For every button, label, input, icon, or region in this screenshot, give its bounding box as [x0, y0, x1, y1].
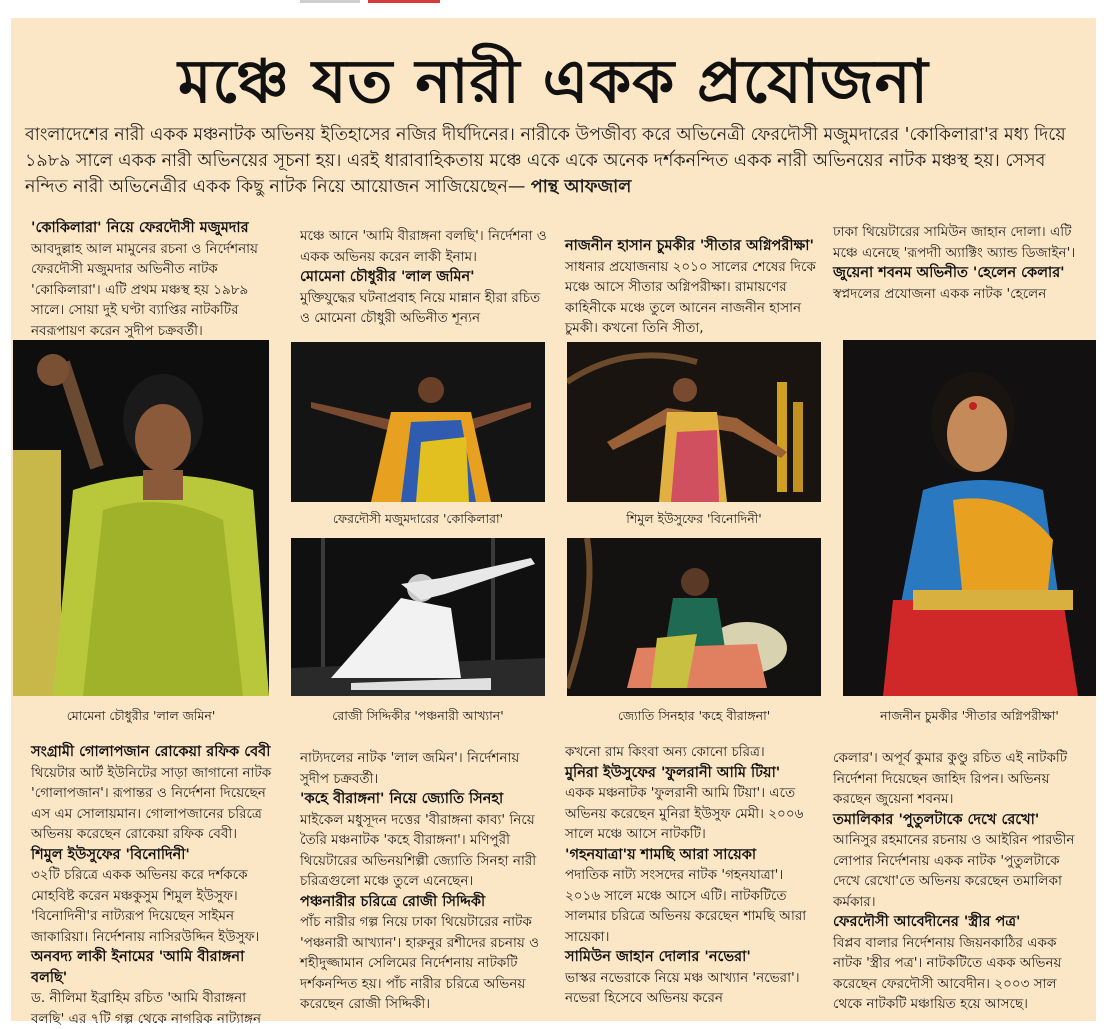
body-text: মাইকেল মধুসূদন দত্তের 'বীরাঙ্গনা কাব্য' নিয়ে তৈরি মঞ্চনাটক 'কহে বীরাঙ্গনা'। মণিপুরী থিয়েটারের অভিনয়শিল্পী জ্যোতি সিনহা নারী চরিত্রগুলো মঞ্চে তুলে এনেছেন। — [300, 811, 537, 889]
body-text: একক মঞ্চনাটক 'ফুলরানী আমি টিয়া'। এতে অভিনয় করেছেন মুনিরা ইউসুফ মেমী। ২০০৬ সালে মঞ্চে আসে নাটকটি। — [565, 785, 804, 842]
subhead: জুয়েনা শবনম অভিনীত 'হেলেন কেলার' — [833, 265, 1065, 281]
photo-kokilara — [291, 342, 545, 502]
subhead: ফেরদৌসী আবেদীনের 'স্ত্রীর পত্র' — [833, 914, 1021, 930]
photo-kohe-birangona — [567, 538, 821, 696]
body-text: মঞ্চে আনে 'আমি বীরাঙ্গনা বলছি'। নির্দেশনা ও একক অভিনয় করেন লাকী ইনাম। — [300, 228, 547, 265]
subhead: তমালিকার 'পুতুলটাকে দেখে রেখো' — [833, 811, 1040, 828]
caption-kohe-birangona: জ্যোতি সিনহার 'কহে বীরাঙ্গনা' — [617, 708, 771, 723]
body-text: নাট্যদলের নাটক 'লাল জমিন'। নির্দেশনায় সুদীপ চক্রবর্তী। — [300, 750, 520, 787]
intro-paragraph — [25, 122, 1083, 200]
subhead: সামিউন জাহান দোলার 'নভেরা' — [565, 949, 751, 965]
body-text: কেলার'। অপূর্ব কুমার কুণ্ডু রচিত এই নাটকটি নির্দেশনা দিয়েছেন জাহিদ রিপন। অভিনয় করছেন জুয়েনা শবনম। — [833, 750, 1068, 807]
caption-binodini: শিমুল ইউসুফের 'বিনোদিনী' — [626, 511, 762, 526]
bottom-column-3 — [565, 742, 817, 1009]
body-text: ঢাকা থিয়েটারের সামিউন জাহান দোলা। এটি মঞ্চে এনেছে 'রূপদাী অ্যাক্টিং অ্যান্ড ডিজাইন'। — [833, 224, 1076, 261]
top-column-4 — [833, 222, 1085, 304]
subhead: শিমুল ইউসুফের 'বিনোদিনী' — [31, 846, 190, 863]
newspaper-page — [11, 18, 1096, 1027]
top-column-1 — [31, 218, 279, 341]
caption-sitar-ognipoRikkha: নাজনীন চুমকীর 'সীতার অগ্নিপরীক্ষা' — [880, 708, 1059, 723]
top-column-3 — [565, 236, 817, 339]
caption-lal-jomin: মোমেনা চৌধুরীর 'লাল জমিন' — [66, 708, 216, 723]
body-text: থিয়েটার আর্ট ইউনিটের সাড়া জাগানো নাটক 'গোলাপজান'। রূপান্তর ও নির্দেশনা দিয়েছেন এস এম সোলায়মান। গোলাপজানের চরিত্রে অভিনয় করেছেন রোকেয়া রফিক বেবী। — [31, 764, 272, 842]
body-text: সাধনার প্রযোজনায় ২০১০ সালের শেষের দিকে মঞ্চে আসে সীতার অগ্নিপরীক্ষা। রামায়ণের কাহিনীকে মঞ্চে তুলে আনেন নাজনীন হাসান চুমকী। কখনো তিনি সীতা, — [565, 258, 816, 336]
subhead: মুনিরা ইউসুফের 'ফুলরানী আমি টিয়া' — [565, 764, 781, 781]
top-edge-red-mark — [368, 0, 440, 3]
photo-lal-jomin — [13, 340, 269, 696]
bottom-column-2 — [300, 748, 552, 1015]
author-name: পান্থ আফজাল — [530, 177, 632, 197]
body-text: স্বপ্নদলের প্রযোজনা একক নাটক 'হেলেন — [833, 285, 1047, 302]
bottom-column-1 — [31, 742, 283, 1029]
subhead: সংগ্রামী গোলাপজান রোকেয়া রফিক বেবী — [31, 744, 271, 760]
top-edge-mark — [300, 0, 360, 3]
subhead: 'গহনযাত্রা'য় শামছি আরা সায়েকা — [565, 846, 757, 863]
caption-kokilara: ফেরদৌসী মজুমদারের 'কোকিলারা' — [332, 511, 504, 526]
body-text: ৩২টি চরিত্রে একক অভিনয় করে দর্শককে মোহবিষ্ট করেন মঞ্চকুসুম শিমুল ইউসুফ। 'বিনোদিনী'র নাট্যরূপ দিয়েছেন সাইমন জাকারিয়া। নির্দেশনায় নাসিরউদ্দিন ইউসুফ। — [31, 867, 260, 945]
body-text: মুক্তিযুদ্ধের ঘটনাপ্রবাহ নিয়ে মান্নান হীরা রচিত ও মোমেনা চৌধুরী অভিনীত শূন্যন — [300, 289, 541, 326]
photo-ponchonari — [291, 538, 545, 696]
subhead: নাজনীন হাসান চুমকীর 'সীতার অগ্নিপরীক্ষা' — [565, 238, 814, 254]
headline: মঞ্চে যত নারী একক প্রযোজনা — [178, 47, 929, 117]
body-text: আবদুল্লাহ আল মামুনের রচনা ও নির্দেশনায় ফেরদৌসী মজুমদার অভিনীত নাটক 'কোকিলারা'। এটি প্রথম মঞ্চস্থ হয় ১৯৮৯ সালে। সোয়া দুই ঘণ্টা ব্যাপ্তির নাটকটির নবরূপায়ণ করেন সুদীপ চক্রবর্তী। — [31, 240, 259, 339]
body-text: আনিসুর রহমানের রচনায় ও আইরিন পারভীন লোপার নির্দেশনায় একক নাটক 'পুতুলটাকে দেখে রেখো'তে অভিনয় করেছেন তমালিকা কর্মকার। — [833, 832, 1075, 910]
subhead: 'কোকিলারা' নিয়ে ফেরদৌসী মজুমদার — [31, 220, 249, 236]
photo-binodini — [567, 342, 821, 502]
caption-ponchonari: রোজী সিদ্দিকীর 'পঞ্চনারী আখ্যান' — [332, 708, 504, 723]
subhead: অনবদ্য লাকী ইনামের 'আমি বীরাঙ্গনা বলছি' — [31, 949, 245, 986]
subhead: মোমেনা চৌধুরীর 'লাল জমিন' — [300, 269, 475, 285]
photo-sitar-ognipoRikkha — [843, 340, 1096, 696]
intro-text: বাংলাদেশের নারী একক মঞ্চনাটক অভিনয় ইতিহাসের নজির দীর্ঘদিনের। নারীকে উপজীব্য করে অভিনেত্রী ফেরদৌসী মজুমদারের 'কোকিলারা'র মধ্য দিয়ে ১৯৮৯ সালে একক নারী অভিনয়ের সূচনা হয়। এরই ধারাবাহিকতায় মঞ্চে একে একে অনেক দর্শকনন্দিত একক নারী অভিনয়ের নাটক মঞ্চস্থ হয়। সেসব নন্দিত নারী অভিনেত্রীর একক কিছু নাটক নিয়ে আয়োজন সাজিয়েছেন— — [25, 125, 1066, 197]
body-text: ভাস্কর নভেরাকে নিয়ে মঞ্চ আখ্যান 'নভেরা'। নভেরা হিসেবে অভিনয় করেন — [565, 969, 800, 1006]
body-text: ড. নীলিমা ইব্রাহিম রচিত 'আমি বীরাঙ্গনা বলছি' এর ৭টি গল্প থেকে নাগরিক নাট্যাঙ্গন — [31, 990, 262, 1027]
subhead: পঞ্চনারীর চরিত্রে রোজী সিদ্দিকী — [300, 893, 486, 910]
body-text: কখনো রাম কিংবা অন্য কোনো চরিত্র। — [565, 744, 765, 760]
body-text: বিপ্লব বালার নির্দেশনায় জিয়নকাঠির একক নাটক 'স্ত্রীর পত্র'। নাটকটিতে একক অভিনয় করেছেন ফেরদৌসী আবেদীন। ২০০৩ সাল থেকে নাটকটি মঞ্চায়িত হয়ে আসছে। — [833, 934, 1062, 1012]
body-text: পাঁচ নারীর গল্প নিয়ে ঢাকা থিয়েটারের নাটক 'পঞ্চনারী আখ্যান'। হারুনুর রশীদের রচনায় ও শহীদুজ্জামান সেলিমের নির্দেশনায় নাটকটি দর্শকনন্দিত হয়। পাঁচ নারীর চরিত্রে অভিনয় করেছেন রোজী সিদ্দিকী। — [300, 914, 540, 1012]
body-text: পদাতিক নাট্য সংসদের নাটক 'গহনযাত্রা'। ২০১৬ সালে মঞ্চে আসে এটি। নাটকটিতে সালমার চরিত্রে অভিনয় করেছেন শামছি আরা সায়েকা। — [565, 867, 807, 945]
subhead: 'কহে বীরাঙ্গনা' নিয়ে জ্যোতি সিনহা — [300, 791, 504, 807]
top-column-2 — [300, 226, 548, 329]
bottom-column-4 — [833, 748, 1085, 1015]
top-edge — [0, 0, 1107, 8]
